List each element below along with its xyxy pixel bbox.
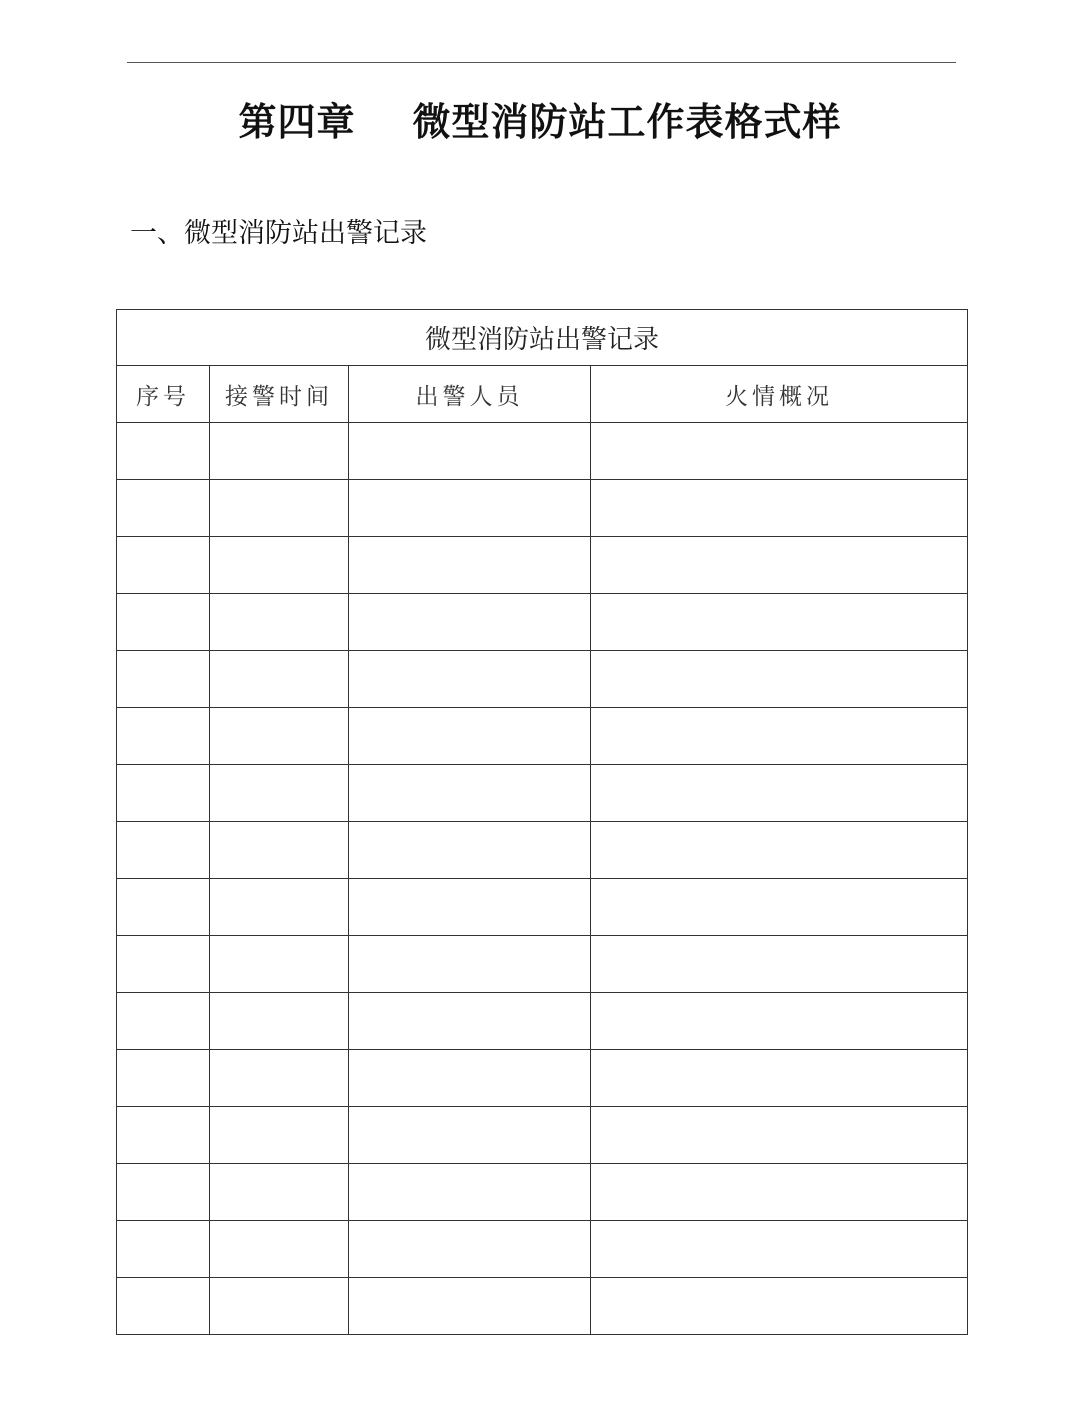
fire-summary-cell[interactable] [591, 480, 968, 537]
serial-cell[interactable] [117, 1221, 210, 1278]
table-row [117, 1107, 968, 1164]
table-row [117, 537, 968, 594]
alarm-time-cell[interactable] [210, 423, 349, 480]
personnel-cell[interactable] [349, 537, 591, 594]
alarm-time-cell[interactable] [210, 480, 349, 537]
fire-summary-cell[interactable] [591, 1107, 968, 1164]
section-heading: 一、微型消防站出警记录 [130, 218, 427, 249]
serial-cell[interactable] [117, 651, 210, 708]
table-row [117, 936, 968, 993]
table-row [117, 708, 968, 765]
serial-cell[interactable] [117, 480, 210, 537]
fire-summary-cell[interactable] [591, 1278, 968, 1335]
table-row [117, 765, 968, 822]
header-rule [127, 62, 956, 63]
serial-cell[interactable] [117, 537, 210, 594]
serial-cell[interactable] [117, 1050, 210, 1107]
fire-summary-cell[interactable] [591, 708, 968, 765]
fire-summary-cell[interactable] [591, 936, 968, 993]
table-row [117, 1221, 968, 1278]
personnel-cell[interactable] [349, 594, 591, 651]
fire-summary-cell[interactable] [591, 423, 968, 480]
alarm-time-cell[interactable] [210, 1278, 349, 1335]
table-caption: 微型消防站出警记录 [117, 310, 968, 366]
alarm-time-cell[interactable] [210, 537, 349, 594]
alarm-time-cell[interactable] [210, 1221, 349, 1278]
column-header-alarm-time: 接警时间 [210, 366, 349, 423]
table-row [117, 1164, 968, 1221]
column-header-fire-summary: 火情概况 [591, 366, 968, 423]
table-row [117, 822, 968, 879]
personnel-cell[interactable] [349, 1164, 591, 1221]
alarm-time-cell[interactable] [210, 651, 349, 708]
fire-summary-cell[interactable] [591, 765, 968, 822]
column-header-personnel: 出警人员 [349, 366, 591, 423]
serial-cell[interactable] [117, 1278, 210, 1335]
personnel-cell[interactable] [349, 651, 591, 708]
dispatch-record-table [116, 309, 968, 1335]
table-row [117, 1278, 968, 1335]
personnel-cell[interactable] [349, 1221, 591, 1278]
fire-summary-cell[interactable] [591, 1164, 968, 1221]
alarm-time-cell[interactable] [210, 1107, 349, 1164]
table-row [117, 1050, 968, 1107]
fire-summary-cell[interactable] [591, 1221, 968, 1278]
personnel-cell[interactable] [349, 1050, 591, 1107]
alarm-time-cell[interactable] [210, 936, 349, 993]
alarm-time-cell[interactable] [210, 765, 349, 822]
table-row [117, 993, 968, 1050]
alarm-time-cell[interactable] [210, 993, 349, 1050]
table-row [117, 423, 968, 480]
alarm-time-cell[interactable] [210, 879, 349, 936]
personnel-cell[interactable] [349, 1278, 591, 1335]
personnel-cell[interactable] [349, 423, 591, 480]
personnel-cell[interactable] [349, 822, 591, 879]
alarm-time-cell[interactable] [210, 594, 349, 651]
alarm-time-cell[interactable] [210, 708, 349, 765]
fire-summary-cell[interactable] [591, 1050, 968, 1107]
personnel-cell[interactable] [349, 936, 591, 993]
personnel-cell[interactable] [349, 879, 591, 936]
personnel-cell[interactable] [349, 1107, 591, 1164]
fire-summary-cell[interactable] [591, 537, 968, 594]
personnel-cell[interactable] [349, 480, 591, 537]
column-header-serial: 序号 [117, 366, 210, 423]
alarm-time-cell[interactable] [210, 822, 349, 879]
serial-cell[interactable] [117, 822, 210, 879]
fire-summary-cell[interactable] [591, 822, 968, 879]
serial-cell[interactable] [117, 936, 210, 993]
chapter-title: 第四章 微型消防站工作表格式样 [238, 99, 842, 144]
table-body [117, 423, 968, 1335]
serial-cell[interactable] [117, 879, 210, 936]
alarm-time-cell[interactable] [210, 1164, 349, 1221]
table-row [117, 651, 968, 708]
serial-cell[interactable] [117, 1164, 210, 1221]
serial-cell[interactable] [117, 594, 210, 651]
table-row [117, 480, 968, 537]
table-row [117, 879, 968, 936]
serial-cell[interactable] [117, 423, 210, 480]
alarm-time-cell[interactable] [210, 1050, 349, 1107]
table-row [117, 594, 968, 651]
serial-cell[interactable] [117, 765, 210, 822]
personnel-cell[interactable] [349, 765, 591, 822]
fire-summary-cell[interactable] [591, 594, 968, 651]
fire-summary-cell[interactable] [591, 651, 968, 708]
fire-summary-cell[interactable] [591, 993, 968, 1050]
personnel-cell[interactable] [349, 993, 591, 1050]
serial-cell[interactable] [117, 708, 210, 765]
fire-summary-cell[interactable] [591, 879, 968, 936]
personnel-cell[interactable] [349, 708, 591, 765]
serial-cell[interactable] [117, 1107, 210, 1164]
serial-cell[interactable] [117, 993, 210, 1050]
